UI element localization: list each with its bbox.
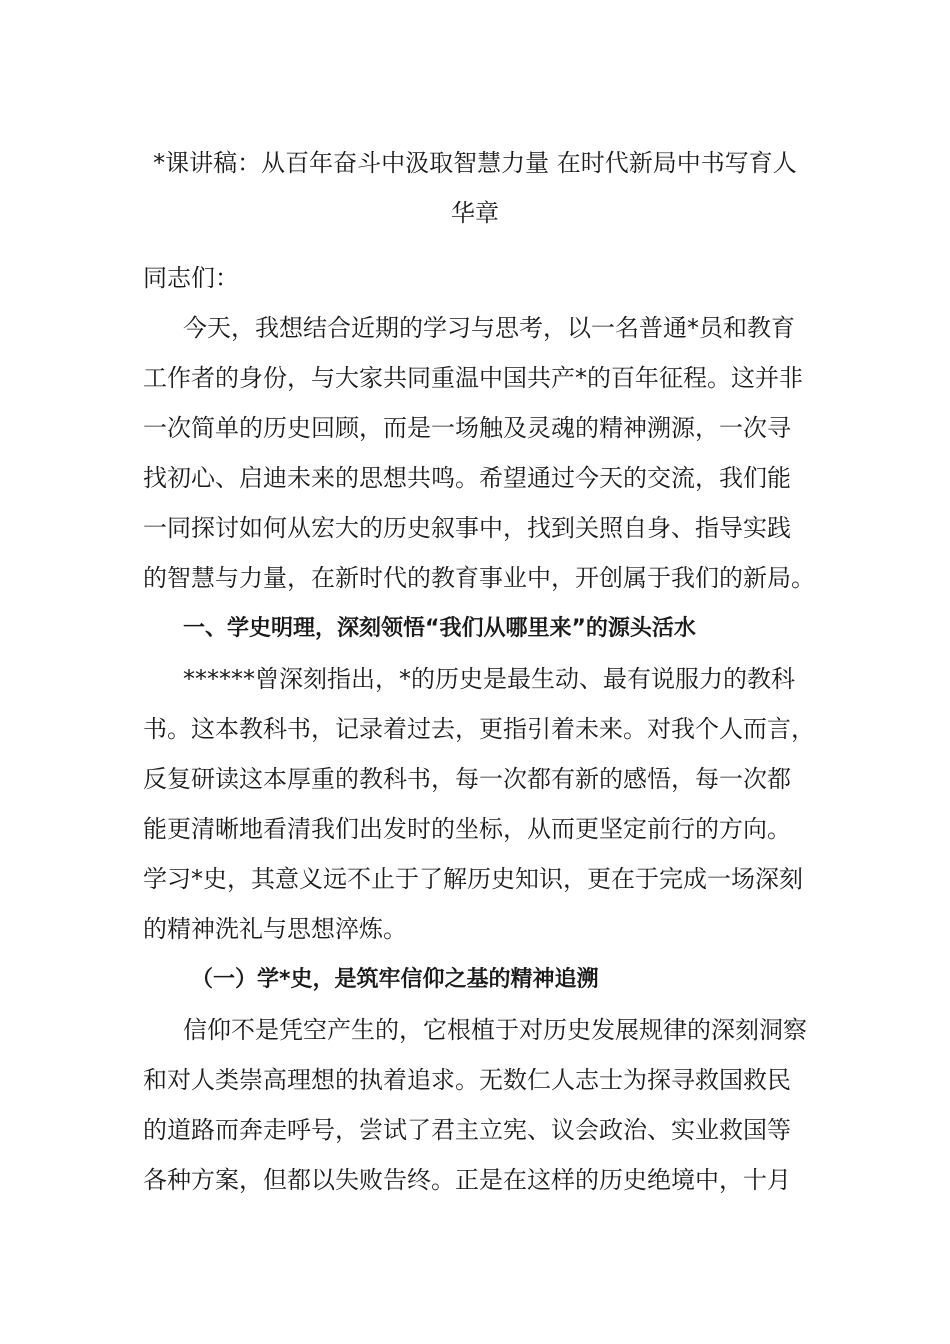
paragraph-line: 一同探讨如何从宏大的历史叙事中，找到关照自身、指导实践 <box>143 514 791 542</box>
paragraph-line: 的智慧与力量，在新时代的教育事业中，开创属于我们的新局。 <box>143 564 815 592</box>
paragraph-line: 找初心、启迪未来的思想共鸣。希望通过今天的交流，我们能 <box>143 464 791 492</box>
section-heading-1: 一、学史明理，深刻领悟“我们从哪里来”的源头活水 <box>183 616 696 641</box>
paragraph-line: 和对人类崇高理想的执着追求。无数仁人志士为探寻救国救民 <box>143 1066 791 1094</box>
greeting: 同志们： <box>143 264 239 292</box>
paragraph-intro <box>143 303 813 603</box>
paragraph-line: 的道路而奔走呼号，尝试了君主立宪、议会政治、实业救国等 <box>143 1116 791 1144</box>
document-title <box>143 138 807 238</box>
paragraph-line: 书。这本教科书，记录着过去，更指引着未来。对我个人而言， <box>143 715 815 743</box>
title-line-2: 华章 <box>451 199 499 227</box>
paragraph-line: 反复研读这本厚重的教科书，每一次都有新的感悟，每一次都 <box>143 765 791 793</box>
paragraph-line: 信仰不是凭空产生的，它根植于对历史发展规律的深刻洞察 <box>183 1016 807 1044</box>
title-line-1: *课讲稿：从百年奋斗中汲取智慧力量 在时代新局中书写育人 <box>153 149 797 177</box>
paragraph-line: 的精神洗礼与思想淬炼。 <box>143 915 407 943</box>
paragraph-line: 学习*史，其意义远不止于了解历史知识，更在于完成一场深刻 <box>143 865 803 893</box>
subsection-heading-1: （一）学*史，是筑牢信仰之基的精神追溯 <box>191 967 599 992</box>
paragraph-section-1 <box>143 654 813 954</box>
paragraph-line: 能更清晰地看清我们出发时的坐标，从而更坚定前行的方向。 <box>143 815 791 843</box>
paragraph-line: 一次简单的历史回顾，而是一场触及灵魂的精神溯源，一次寻 <box>143 414 791 442</box>
paragraph-subsection-1 <box>143 1005 813 1205</box>
paragraph-line: 今天，我想结合近期的学习与思考，以一名普通*员和教育 <box>183 314 795 342</box>
paragraph-line: ******曾深刻指出，*的历史是最生动、最有说服力的教科 <box>183 665 795 693</box>
paragraph-line: 工作者的身份，与大家共同重温中国共产*的百年征程。这并非 <box>143 364 803 392</box>
paragraph-line: 各种方案，但都以失败告终。正是在这样的历史绝境中，十月 <box>143 1166 791 1194</box>
